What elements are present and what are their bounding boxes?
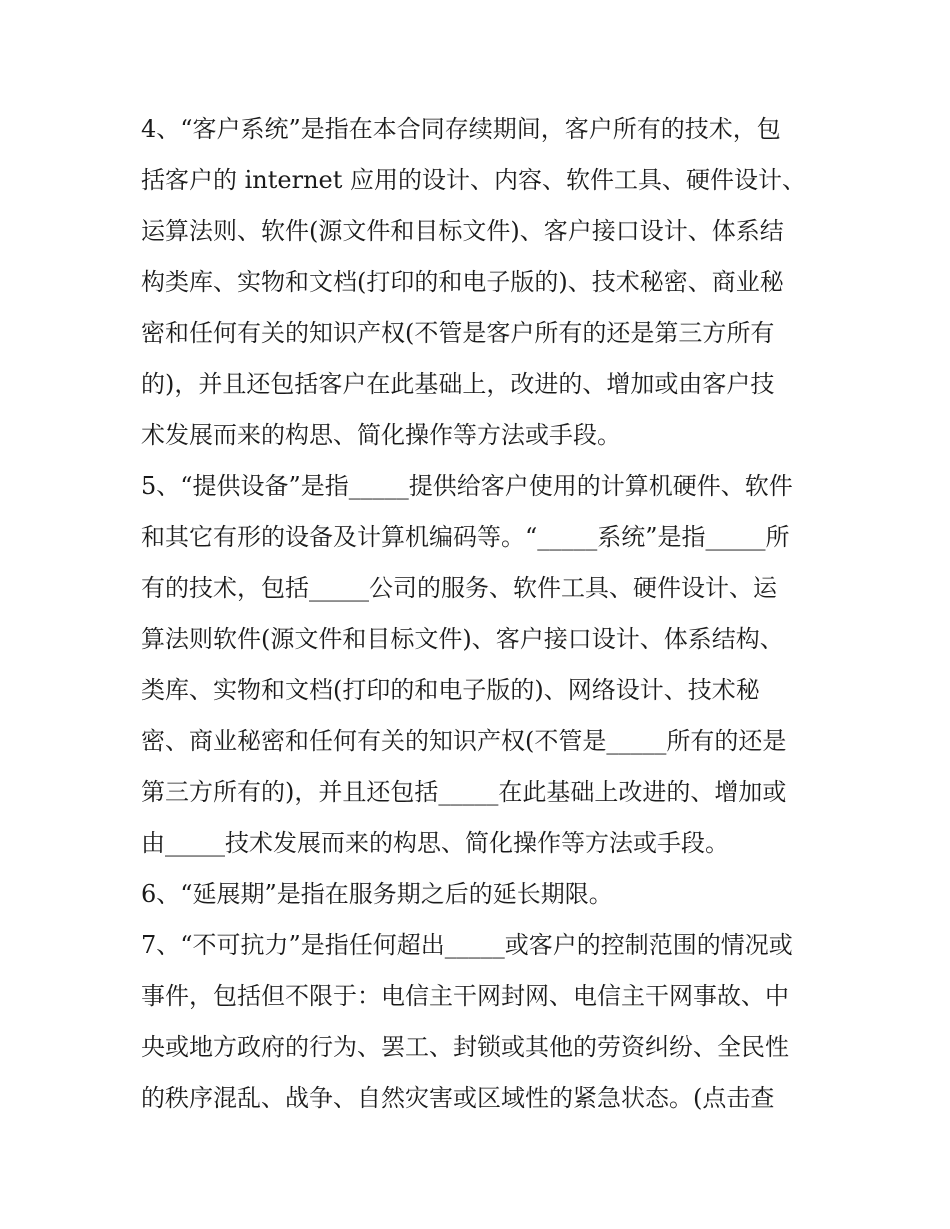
text-line: 的秩序混乱、战争、自然灾害或区域性的紧急状态。(点击查 [141,1084,775,1112]
text-line: 括客户的 internet 应用的设计、内容、软件工具、硬件设计、 [141,166,807,194]
text-line: 术发展而来的构思、简化操作等方法或手段。 [141,421,621,449]
text-line: 事件，包括但不限于：电信主干网封网、电信主干网事故、中 [141,982,789,1010]
text-line: 和其它有形的设备及计算机编码等。“_____系统”是指_____所 [141,523,790,551]
text-line: 算法则软件(源文件和目标文件)、客户接口设计、体系结构、 [141,625,784,653]
document-body [141,104,821,1124]
text-line: 类库、实物和文档(打印的和电子版的)、网络设计、技术秘 [141,676,760,704]
text-line: 有的技术，包括_____公司的服务、软件工具、硬件设计、运 [141,574,777,602]
text-line: 由_____技术发展而来的构思、简化操作等方法或手段。 [141,829,729,857]
text-line: 运算法则、软件(源文件和目标文件)、客户接口设计、体系结 [141,217,784,245]
text-line-clause-5: 5、“提供设备”是指_____提供给客户使用的计算机硬件、软件 [141,472,793,500]
text-line: 构类库、实物和文档(打印的和电子版的)、技术秘密、商业秘 [141,268,784,296]
text-line-clause-7: 7、“不可抗力”是指任何超出_____或客户的控制范围的情况或 [141,931,793,959]
text-line-clause-6: 6、“延展期”是指在服务期之后的延长期限。 [141,880,613,908]
text-line: 密和任何有关的知识产权(不管是客户所有的还是第三方所有 [141,319,775,347]
text-line: 第三方所有的)，并且还包括_____在此基础上改进的、增加或 [141,778,787,806]
text-line: 央或地方政府的行为、罢工、封锁或其他的劳资纠纷、全民性 [141,1033,789,1061]
text-line: 的)，并且还包括客户在此基础上，改进的、增加或由客户技 [141,370,775,398]
text-line-clause-4: 4、“客户系统”是指在本合同存续期间，客户所有的技术，包 [141,115,781,143]
text-line: 密、商业秘密和任何有关的知识产权(不管是_____所有的还是 [141,727,787,755]
